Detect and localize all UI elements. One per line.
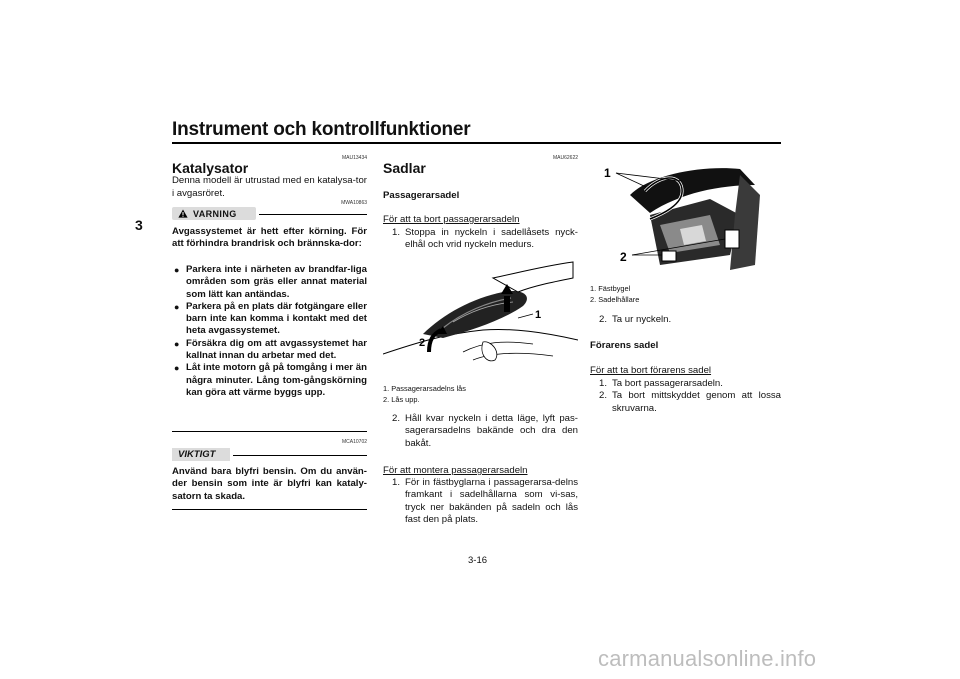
step-item [590, 390, 781, 415]
figure-caption: 1. Fästbygel [590, 284, 631, 293]
notice-end-rule [172, 509, 367, 510]
subheading-rider-seat: Förarens sadel [590, 340, 659, 351]
warning-triangle-icon [178, 209, 188, 218]
ref-code: MAU62622 [552, 155, 578, 161]
step-text: Ta bort passagerarsadeln. [612, 378, 723, 389]
seat-bracket-illustration [590, 155, 781, 277]
rider-seat-steps [590, 378, 781, 415]
page-number: 3-16 [468, 555, 488, 566]
step-item [383, 413, 578, 450]
remove-steps-continued [383, 413, 578, 450]
passenger-seat-lock-illustration [383, 256, 578, 380]
procedure-title: För att ta bort förarens sadel [590, 365, 712, 376]
procedure-title: För att ta bort passagerarsadeln [383, 214, 520, 225]
watermark: carmanualsonline.info [598, 646, 817, 671]
step-number: 2. [599, 314, 608, 325]
step-text: För in fästbyglarna i passagerarsa-delns framkant i sadelhållarna som vi-sas, tryck ner bakänden på sadeln och lås fast den på plats. [405, 477, 578, 526]
warning-rule [259, 214, 367, 215]
step-text: Ta bort mittskyddet genom att lossa skruvarna. [612, 390, 781, 414]
step-item [383, 477, 578, 527]
step-text: Håll kvar nyckeln i detta läge, lyft pas-sagerarsadelns bakände och dra den bakåt. [405, 413, 578, 449]
step-item [590, 314, 781, 326]
step-item [590, 378, 781, 390]
warning-bullet: ● Försäkra dig om att avgassystemet har kallnat innan du arbetar med det. [172, 338, 367, 363]
notice-badge: VIKTIGT [172, 448, 230, 461]
ref-code: MWA10863 [341, 200, 367, 206]
section-heading-catalyst: Katalysator [172, 160, 249, 176]
warning-bullet: ● Parkera på en plats där fotgängare eller barn inte kan komma i kontakt med det heta avgassystemet. [172, 301, 367, 338]
figure-caption: 1. Passagerarsadelns lås [383, 384, 466, 393]
callout-2: 2 [419, 337, 426, 349]
step-number: 2. [392, 413, 401, 424]
intro-text: Denna modell är utrustad med en katalysa-tor i avgasröret. [172, 175, 367, 199]
step-number: 1. [599, 378, 608, 389]
step-text: Stoppa in nyckeln i sadellåsets nyck-elhål och vrid nyckeln medurs. [405, 227, 578, 251]
figure-caption: 2. Lås upp. [383, 395, 420, 404]
warning-badge [172, 207, 256, 220]
step-number: 2. [599, 390, 608, 402]
callout-1: 1 [604, 166, 611, 180]
page-header-title: Instrument och kontrollfunktioner [172, 119, 471, 140]
procedure-title: För att montera passagerarsadeln [383, 465, 528, 476]
notice-rule [233, 455, 367, 456]
step-item [383, 227, 578, 252]
header-rule [172, 142, 781, 144]
warning-text: Avgassystemet är hett efter körning. För att förhindra brandrisk och brännska-dor: [172, 226, 367, 250]
warning-bullet: ● Parkera inte i närheten av brandfar-liga områden som gräs eller annat material som lätt kan antändas. [172, 264, 367, 301]
install-steps [383, 477, 578, 527]
warning-label: VARNING [193, 208, 237, 219]
ref-code: MCA10702 [341, 439, 367, 445]
step-number: 1. [392, 227, 401, 238]
callout-2: 2 [620, 250, 627, 264]
warning-end-rule [172, 431, 367, 432]
warning-bullet-list [172, 264, 367, 399]
remove-steps [383, 227, 578, 252]
callout-1: 1 [535, 309, 542, 321]
remove-key-step [590, 314, 781, 326]
warning-bullet: ● Låt inte motorn gå på tomgång i mer än några minuter. Lång tom-gångskörning kan göra att värme byggs upp. [172, 362, 367, 399]
figure-caption: 2. Sadelhållare [590, 295, 640, 304]
step-text: Ta ur nyckeln. [612, 314, 672, 325]
subheading-passenger-seat: Passagerarsadel [383, 190, 460, 201]
step-number: 1. [392, 477, 401, 488]
notice-text: Använd bara blyfri bensin. Om du använ-der bensin som inte är blyfri kan kataly-satorn ta skada. [172, 466, 367, 502]
chapter-number: 3 [135, 217, 143, 233]
section-heading-seats: Sadlar [383, 160, 426, 176]
ref-code: MAU13434 [341, 155, 367, 161]
